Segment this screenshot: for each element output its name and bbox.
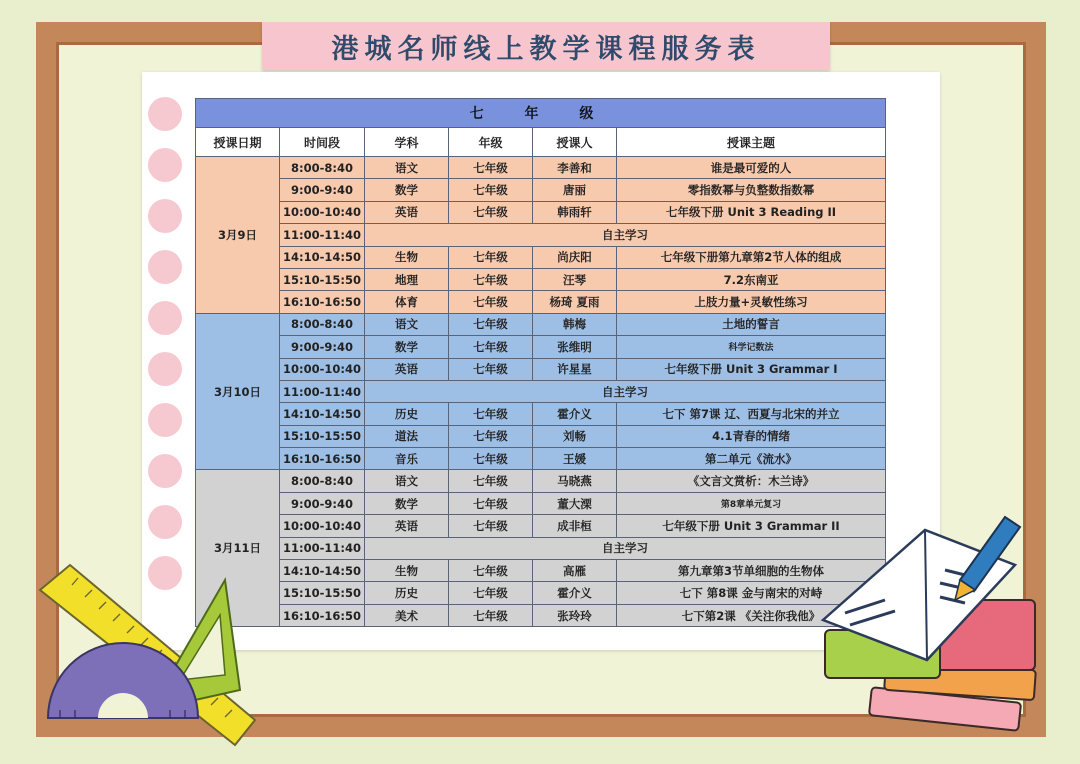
- column-header-row: [196, 128, 886, 157]
- subject-cell: 地理: [365, 268, 449, 290]
- table-row: [196, 425, 886, 447]
- table-row: [196, 582, 886, 604]
- subject-cell: 历史: [365, 582, 449, 604]
- binder-hole: [148, 352, 182, 386]
- teacher-cell: 尚庆阳: [533, 246, 617, 268]
- schedule-table: [195, 98, 886, 627]
- table-row: [196, 403, 886, 425]
- table-row: [196, 470, 886, 492]
- time-cell: 16:10-16:50: [280, 604, 365, 626]
- table-row: [196, 492, 886, 514]
- table-row: [196, 157, 886, 179]
- grade-cell: 七年级: [449, 313, 533, 335]
- grade-cell: 七年级: [449, 291, 533, 313]
- grade-cell: 七年级: [449, 336, 533, 358]
- teacher-cell: 霍介义: [533, 403, 617, 425]
- time-cell: 8:00-8:40: [280, 313, 365, 335]
- topic-cell: 零指数幂与负整数指数幂: [617, 179, 886, 201]
- subject-cell: 道法: [365, 425, 449, 447]
- teacher-cell: 张玲玲: [533, 604, 617, 626]
- topic-cell: 七下 第8课 金与南宋的对峙: [617, 582, 886, 604]
- time-cell: 14:10-14:50: [280, 403, 365, 425]
- subject-cell: 美术: [365, 604, 449, 626]
- topic-cell: 第九章第3节单细胞的生物体: [617, 560, 886, 582]
- table-row: [196, 358, 886, 380]
- grade-cell: 七年级: [449, 179, 533, 201]
- subject-cell: 英语: [365, 201, 449, 223]
- subject-cell: 历史: [365, 403, 449, 425]
- table-row: [196, 246, 886, 268]
- column-header: 授课日期: [196, 128, 280, 157]
- topic-cell: 七下第2课 《关注你我他》: [617, 604, 886, 626]
- time-cell: 15:10-15:50: [280, 582, 365, 604]
- grade-cell: 七年级: [449, 201, 533, 223]
- time-cell: 11:00-11:40: [280, 537, 365, 559]
- subject-cell: 英语: [365, 358, 449, 380]
- grade-cell: 七年级: [449, 425, 533, 447]
- subject-cell: 生物: [365, 560, 449, 582]
- self-study-cell: 自主学习: [365, 380, 886, 402]
- ruler-protractor-icon: [30, 560, 260, 750]
- table-row: [196, 179, 886, 201]
- teacher-cell: 汪琴: [533, 268, 617, 290]
- topic-cell: 《文言文赏析：木兰诗》: [617, 470, 886, 492]
- self-study-cell: 自主学习: [365, 224, 886, 246]
- table-row: [196, 560, 886, 582]
- subject-cell: 数学: [365, 336, 449, 358]
- grade-cell: 七年级: [449, 246, 533, 268]
- table-row: [196, 604, 886, 626]
- grade-cell: 七年级: [449, 515, 533, 537]
- table-row: [196, 268, 886, 290]
- teacher-cell: 高雁: [533, 560, 617, 582]
- table-row: [196, 336, 886, 358]
- topic-cell: 上肢力量+灵敏性练习: [617, 291, 886, 313]
- teacher-cell: 马晓燕: [533, 470, 617, 492]
- time-cell: 10:00-10:40: [280, 358, 365, 380]
- binder-hole: [148, 403, 182, 437]
- binder-hole: [148, 199, 182, 233]
- binder-hole: [148, 505, 182, 539]
- table-row: [196, 448, 886, 470]
- teacher-cell: 杨琦 夏雨: [533, 291, 617, 313]
- date-cell: 3月9日: [196, 157, 280, 314]
- subject-cell: 体育: [365, 291, 449, 313]
- page-title: 港城名师线上教学课程服务表: [262, 22, 830, 70]
- teacher-cell: 李善和: [533, 157, 617, 179]
- topic-cell: 七年级下册 Unit 3 Reading II: [617, 201, 886, 223]
- subject-cell: 生物: [365, 246, 449, 268]
- grade-header: 七 年 级: [196, 99, 886, 128]
- topic-cell: 7.2东南亚: [617, 268, 886, 290]
- table-row: [196, 201, 886, 223]
- self-study-cell: 自主学习: [365, 537, 886, 559]
- grade-cell: 七年级: [449, 157, 533, 179]
- teacher-cell: 韩雨轩: [533, 201, 617, 223]
- table-row: [196, 313, 886, 335]
- time-cell: 15:10-15:50: [280, 268, 365, 290]
- binder-hole: [148, 148, 182, 182]
- topic-cell: 七年级下册 Unit 3 Grammar II: [617, 515, 886, 537]
- binder-hole: [148, 250, 182, 284]
- topic-cell: 谁是最可爱的人: [617, 157, 886, 179]
- time-cell: 9:00-9:40: [280, 336, 365, 358]
- teacher-cell: 王媛: [533, 448, 617, 470]
- time-cell: 8:00-8:40: [280, 157, 365, 179]
- topic-cell: 科学记数法: [617, 336, 886, 358]
- topic-cell: 土地的誓言: [617, 313, 886, 335]
- date-cell: 3月11日: [196, 470, 280, 627]
- column-header: 年级: [449, 128, 533, 157]
- table-row: [196, 380, 886, 402]
- grade-cell: 七年级: [449, 358, 533, 380]
- binder-hole: [148, 97, 182, 131]
- subject-cell: 音乐: [365, 448, 449, 470]
- time-cell: 15:10-15:50: [280, 425, 365, 447]
- teacher-cell: 唐丽: [533, 179, 617, 201]
- table-row: [196, 537, 886, 559]
- grade-cell: 七年级: [449, 582, 533, 604]
- time-cell: 10:00-10:40: [280, 201, 365, 223]
- binder-holes: [148, 97, 184, 607]
- time-cell: 16:10-16:50: [280, 448, 365, 470]
- time-cell: 11:00-11:40: [280, 224, 365, 246]
- column-header: 授课主题: [617, 128, 886, 157]
- topic-cell: 4.1青春的情绪: [617, 425, 886, 447]
- grade-cell: 七年级: [449, 268, 533, 290]
- teacher-cell: 韩梅: [533, 313, 617, 335]
- time-cell: 14:10-14:50: [280, 560, 365, 582]
- time-cell: 10:00-10:40: [280, 515, 365, 537]
- topic-cell: 七下 第7课 辽、西夏与北宋的并立: [617, 403, 886, 425]
- table-row: [196, 291, 886, 313]
- grade-cell: 七年级: [449, 604, 533, 626]
- grade-cell: 七年级: [449, 470, 533, 492]
- teacher-cell: 成非桓: [533, 515, 617, 537]
- grade-cell: 七年级: [449, 448, 533, 470]
- subject-cell: 数学: [365, 179, 449, 201]
- topic-cell: 七年级下册第九章第2节人体的组成: [617, 246, 886, 268]
- binder-hole: [148, 454, 182, 488]
- time-cell: 8:00-8:40: [280, 470, 365, 492]
- topic-cell: 第二单元《流水》: [617, 448, 886, 470]
- subject-cell: 英语: [365, 515, 449, 537]
- grade-cell: 七年级: [449, 560, 533, 582]
- subject-cell: 语文: [365, 313, 449, 335]
- time-cell: 9:00-9:40: [280, 492, 365, 514]
- topic-cell: 第8章单元复习: [617, 492, 886, 514]
- subject-cell: 语文: [365, 470, 449, 492]
- teacher-cell: 许星星: [533, 358, 617, 380]
- teacher-cell: 张维明: [533, 336, 617, 358]
- table-row: [196, 224, 886, 246]
- teacher-cell: 霍介义: [533, 582, 617, 604]
- binder-hole: [148, 301, 182, 335]
- time-cell: 9:00-9:40: [280, 179, 365, 201]
- grade-cell: 七年级: [449, 492, 533, 514]
- teacher-cell: 刘畅: [533, 425, 617, 447]
- teacher-cell: 董大溧: [533, 492, 617, 514]
- subject-cell: 数学: [365, 492, 449, 514]
- date-cell: 3月10日: [196, 313, 280, 470]
- books-pen-icon: [815, 505, 1055, 750]
- grade-cell: 七年级: [449, 403, 533, 425]
- time-cell: 11:00-11:40: [280, 380, 365, 402]
- column-header: 授课人: [533, 128, 617, 157]
- column-header: 学科: [365, 128, 449, 157]
- time-cell: 14:10-14:50: [280, 246, 365, 268]
- table-row: [196, 515, 886, 537]
- topic-cell: 七年级下册 Unit 3 Grammar I: [617, 358, 886, 380]
- time-cell: 16:10-16:50: [280, 291, 365, 313]
- subject-cell: 语文: [365, 157, 449, 179]
- column-header: 时间段: [280, 128, 365, 157]
